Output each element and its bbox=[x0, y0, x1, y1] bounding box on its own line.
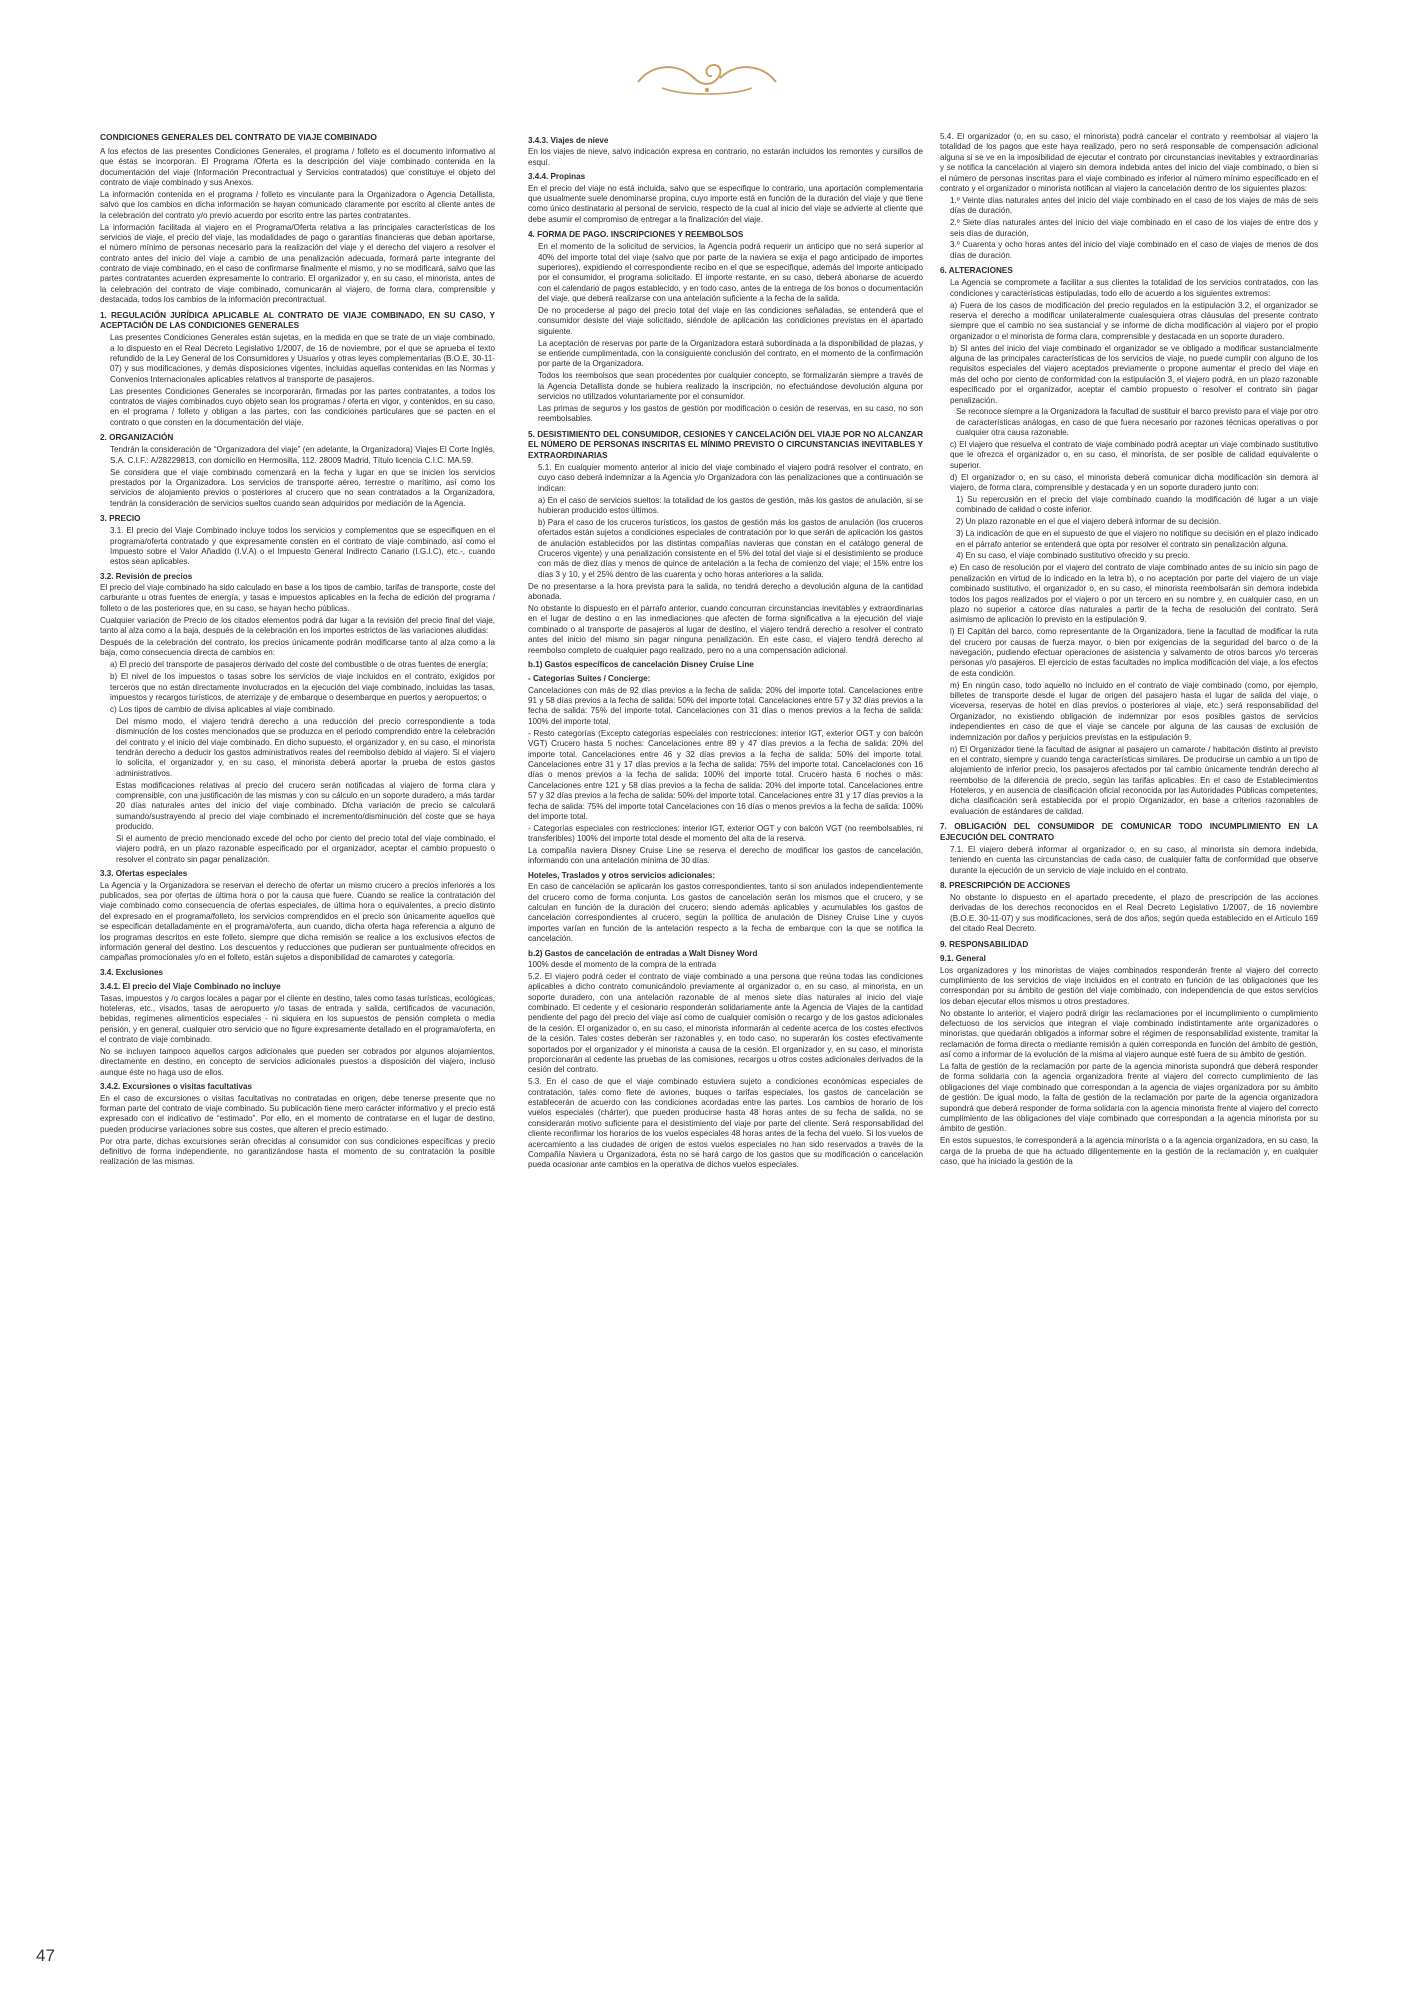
paragraph: No obstante lo anterior, el viajero podrá dirigir las reclamaciones por el incumplimiento o cumplimiento defectuoso de los servicios que integran el viaje combinado indistintamente ante organizadores o minoristas, que quedarán obligados a informar sobre el régimen de responsabilidad existente, tramitar la reclamación de forma directa o mediante remisión a quien corresponda en función del ámbito de gestión, así como a informar de la evolución de la misma al viajero aunque esté fuera de su ámbito de gestión. bbox=[940, 1008, 1318, 1060]
paragraph: 5.2. El viajero podrá ceder el contrato de viaje combinado a una persona que reúna todas las condiciones aplicables a dicho contrato comunicándolo previamente al organizador o, en su caso, al minorista, en un soporte duradero, con una antelación razonable de al menos siete días naturales al inicio del viaje combinado. El cedente y el cesionario responderán solidariamente ante la Agencia de Viajes de la cantidad pendiente del pago del precio del viaje así como de cualquier comisión o recargo y de los gastos adicionales de la cesión. El organizador o, en su caso, el minorista informarán al cedente acerca de los costes efectivos de la cesión. Tales costes deberán ser razonables y, en todo caso, no superarán los costes efectivamente soportados por el organizador y el minorista a causa de la cesión. El organizador y, en su caso, el minorista proporcionarán al cedente las pruebas de las comisiones, recargos u otros costes adicionales derivados de la cesión del contrato. bbox=[528, 971, 923, 1075]
paragraph: - Resto categorías (Excepto categorías especiales con restricciones: interior IGT, exterior OGT y con balcón VGT) Crucero hasta 5 noches: Cancelaciones entre 89 y 47 días previos a la fecha de salida: 20% del importe total. Cancelaciones entre 46 y 32 días previos a la fecha de salida: 50% del importe total. Cancelaciones entre 31 y 17 días previos a la fecha de salida: 75% del importe total. Cancelaciones con 16 días o menos previos a la fecha de salida: 100% del importe total. Crucero hasta 6 noches o más: Cancelaciones entre 121 y 58 días previos a la fecha de salida: 20% del importe total. Cancelaciones entre 57 y 32 días previos a la fecha de salida: 50% del importe total. Cancelaciones entre 31 y 17 días previos a la fecha de salida: 75% del importe total Cancelaciones con 16 días o menos previos a la fecha de salida: 100% del importe total. bbox=[528, 728, 923, 821]
paragraph: d) El organizador o, en su caso, el minorista deberá comunicar dicha modificación sin demora al viajero, de forma clara, comprensible y destacada y en un soporte duradero junto con: bbox=[950, 472, 1318, 493]
paragraph: 4) En su caso, el viaje combinado sustitutivo ofrecido y su precio. bbox=[956, 551, 1190, 561]
text-column-left bbox=[100, 132, 495, 1922]
subsection-heading: - Categorías Suites / Concierge: bbox=[528, 674, 651, 684]
paragraph: a) En el caso de servicios sueltos: la totalidad de los gastos de gestión, más los gastos de anulación, si se hubieran producido estos últimos. bbox=[538, 495, 923, 515]
paragraph: l) El Capitán del barco, como representante de la Organizadora, tiene la facultad de modificar la ruta del crucero por causas de fuerza mayor, o bien por exigencias de la seguridad del barco o de la navegación, pudiendo efectuar operaciones de asistencia y salvamento de otros barcos y/o terceras personas y/o pasajeros. El ejercicio de estas facultades no implica modificación del viaje, a los efectos de esta condición. bbox=[950, 627, 1318, 678]
paragraph: A los efectos de las presentes Condiciones Generales, el programa / folleto es el documento informativo al que éstas se incorporan. El Programa /Oferta es la descripción del viaje combinado contenida en la documentación del viaje (Información Precontractual y Servicios contratados) que constituye el objeto del contrato de viaje combinado y sus Anexos. bbox=[100, 146, 495, 187]
paragraph: La falta de gestión de la reclamación por parte de la agencia minorista supondrá que deberá responder de forma solidaria con la agencia organizadora frente al viajero del correcto cumplimiento de las obligaciones del viaje combinado que correspondan a la agencia de viajes organizadora por su ámbito de gestión. De igual modo, la falta de gestión de la reclamación por parte de la agencia organizadora supondrá que deberá responder de forma solidaria con la agencia minorista frente al viajero del correcto cumplimiento de las obligaciones del viaje combinado que correspondan a la agencia minorista por su ámbito de gestión. bbox=[940, 1062, 1318, 1134]
paragraph: Cualquier variación de Precio de los citados elementos podrá dar lugar a la revisión del precio final del viaje, tanto al alza como a la baja, después de la celebración en los importes estrictos de las variaciones aludidas: bbox=[100, 615, 495, 636]
paragraph: En el caso de excursiones o visitas facultativas no contratadas en origen, debe tenerse presente que no forman parte del contrato de viaje combinado. Su publicación tiene mero carácter informativo y el precio está expresado con el indicativo de “estimado”. Por ello, en el momento de contratarse en el lugar de destino, pueden producirse variaciones sobre sus costes, que alteren el precio estimado. bbox=[100, 1093, 495, 1134]
paragraph: Todos los reembolsos que sean procedentes por cualquier concepto, se formalizarán siempre a través de la Agencia Detallista donde se hubiera realizado la inscripción, no efectuándose devolución alguna por servicios no utilizados voluntariamente por el consumidor. bbox=[538, 371, 923, 402]
subsection-heading: 3.4. Exclusiones bbox=[100, 967, 163, 977]
section-heading: 9. RESPONSABILIDAD bbox=[940, 939, 1029, 949]
subsection-heading: 3.3. Ofertas especiales bbox=[100, 869, 188, 879]
paragraph: Por otra parte, dichas excursiones serán ofrecidas al consumidor con sus condiciones específicas y precio definitivo de forma independiente, no garantizándose hasta el momento de su contratación la posible realización de las mismas. bbox=[100, 1136, 495, 1167]
paragraph: La información facilitada al viajero en el Programa/Oferta relativa a las principales características de los servicios de viaje, el precio del viaje, las modalidades de pago o garantías financieras que deban aportarse, el número mínimo de personas necesario para la realización del viaje y el derecho del viajero a resolver el contrato antes del inicio del viaje a cambio de una penalización adecuada, formará parte integrante del contrato de viaje combinado, en el caso de confirmarse finalmente el mismo, y no se modificará, salvo que las partes contratantes acuerden expresamente lo contrario. El organizador y, en su caso, el minorista, antes de la celebración del contrato de viaje combinado, comunicarán al viajero, de forma clara, comprensible y destacada, todos los cambios de la información precontractual. bbox=[100, 222, 495, 305]
section-heading: 2. ORGANIZACIÓN bbox=[100, 433, 174, 443]
paragraph: En el momento de la solicitud de servicios, la Agencia podrá requerir un anticipo que no será superior al 40% del importe total del viaje (salvo que por parte de la naviera se exija el pago anticipado de importes superiores), expidiendo el correspondiente recibo en el que se especifique, además del importe anticipado por el consumidor, el programa solicitado. El importe restante, en su caso, deberá abonarse de acuerdo con el calendario de pagos establecido, y en todo caso, antes de la entrega de los bonos o documentación del viaje, que deberá realizarse con una antelación suficiente a la fecha de la salida. bbox=[538, 242, 923, 304]
paragraph: 3.1. El precio del Viaje Combinado incluye todos los servicios y complementos que se especifiquen en el programa/oferta contratado y que expresamente consten en el contrato de viaje combinado, así como el Impuesto sobre el Valor Añadido (I.V.A) o el Impuesto General Indirecto Canario (I.G.I.C), etc.-, cuando estos sean aplicables. bbox=[110, 526, 495, 567]
paragraph: e) En caso de resolución por el viajero del contrato de viaje combinado antes de su inicio sin pago de penalización en virtud de lo indicado en la letra b), o no aceptación por parte del viajero de un viaje combinado sustitutivo, el organizador o, en su caso, el minorista reembolsarán sin demora indebida todos los pagos realizados por el viajero o por un tercero en su nombre y, en cualquier caso, en un plazo no superior a catorce días naturales a partir de la fecha de resolución del contrato. Será asimismo de aplicación lo previsto en la estipulación 9. bbox=[950, 563, 1318, 625]
subsection-heading: b.2) Gastos de cancelación de entradas a Walt Disney Word bbox=[528, 948, 758, 958]
subsection-heading: 3.2. Revisión de precios bbox=[100, 571, 193, 581]
paragraph: a) El precio del transporte de pasajeros derivado del coste del combustible o de otras fuentes de energía; bbox=[110, 660, 488, 670]
paragraph: Las presentes Condiciones Generales están sujetas, en la medida en que se trate de un viaje combinado, a lo dispuesto en el Real Decreto Legislativo 1/2007, de 16 de noviembre, por el que se aprueba el texto refundido de la Ley General de los Consumidores y Usuarios y otras leyes complementarias (B.O.E. 30-11-07) y sus modificaciones, y demás disposiciones vigentes, incluidas aquellas contenidas en las Normas y Convenios Internacionales aplicables relativos al transporte de pasajeros. bbox=[110, 333, 495, 384]
section-heading: 1. REGULACIÓN JURÍDICA APLICABLE AL CONTRATO DE VIAJE COMBINADO, EN SU CASO, Y ACEPTACIÓN DE LAS CONDICIONES GENERALES bbox=[100, 310, 495, 331]
subsection-heading: 3.4.4. Propinas bbox=[528, 172, 586, 182]
paragraph: No obstante lo dispuesto en el párrafo anterior, cuando concurran circunstancias inevitables y extraordinarias en el lugar de destino o en las inmediaciones que afecten de forma significativa a la ejecución del viaje combinado o al transporte de pasajeros al lugar de destino, el viajero tendrá derecho a resolver el contrato antes del inicio del mismo sin pagar ninguna penalización. En este caso, el viajero tendrá derecho al reembolso completo de cualquier pago realizado, pero no a una compensación adicional. bbox=[528, 603, 923, 655]
paragraph: Si el aumento de precio mencionado excede del ocho por ciento del precio total del viaje combinado, el viajero podrá, en un plazo razonable especificado por el organizador, aceptar el cambio propuesto o resolver el contrato sin pagar penalización. bbox=[116, 834, 495, 864]
paragraph: 7.1. El viajero deberá informar al organizador o, en su caso, al minorista sin demora indebida, teniendo en cuenta las circunstancias de cada caso, de cualquier falta de conformidad que observe durante la ejecución de un servicio de viaje incluido en el contrato. bbox=[950, 844, 1318, 875]
section-heading: 5. DESISTIMIENTO DEL CONSUMIDOR, CESIONES Y CANCELACIÓN DEL VIAJE POR NO ALCANZAR EL NÚMERO DE PERSONAS INSCRITAS EL MÍNIMO PREVISTO O CIRCUNSTANCIAS INEVITABLES Y EXTRAORDINARIAS bbox=[528, 429, 923, 460]
paragraph: 2) Un plazo razonable en el que el viajero deberá informar de su decisión. bbox=[956, 517, 1222, 527]
paragraph: El precio del viaje combinado ha sido calculado en base a los tipos de cambio, tarifas de transporte, coste del carburante u otras fuentes de energía, y tasas e impuestos aplicables en la fecha de edición del programa / folleto o de las posteriores que, en su caso, se hayan hecho públicas. bbox=[100, 583, 495, 613]
subsection-heading: 3.4.3. Viajes de nieve bbox=[528, 136, 609, 145]
section-heading: 3. PRECIO bbox=[100, 514, 141, 524]
paragraph: Se considera que el viaje combinado comenzará en la fecha y lugar en que se inicien los servicios prestados por la Organizadora. Los servicios de transporte aéreo, terrestre o marítimo, así como los servicios de alojamiento previos o posteriores al crucero que no sean contratados a la Organizadora, tendrán la consideración de servicios sueltos cuando sean adquiridos por mediación de la Agencia. bbox=[110, 467, 495, 508]
paragraph: La Agencia y la Organizadora se reservan el derecho de ofertar un mismo crucero a precios inferiores a los publicados, sea por ofertas de última hora o por la causa que fuere. Cuando se realice la contratación del viaje combinado como consecuencia de ofertas especiales, de última hora o equivalentes, a precio distinto del expresado en el programa/folleto, los servicios comprendidos en el precio son únicamente aquellos que se especifican detalladamente en el programa/oferta, aun cuando, dicha oferta haga referencia a alguno de los programas descritos en este folleto, siempre que dicha remisión se realice a los exclusivos efectos de información general del destino. Los descuentos y reducciones que pudieran ser puntualmente ofrecidos en campañas promocionales y/o en el folleto, están sujetos a disponibilidad de camarotes y categoría. bbox=[100, 880, 495, 963]
paragraph: Las primas de seguros y los gastos de gestión por modificación o cesión de reservas, en su caso, no son reembolsables. bbox=[538, 404, 923, 424]
paragraph: De no procederse al pago del precio total del viaje en las condiciones señaladas, se entenderá que el consumidor desiste del viaje solicitado, siéndole de aplicación las condiciones previstas en el apartado siguiente. bbox=[538, 306, 923, 336]
paragraph: 3) La indicación de que en el supuesto de que el viajero no notifique su decisión en el plazo indicado en el párrafo anterior se entenderá que opta por resolver el contrato sin penalización alguna. bbox=[956, 529, 1318, 549]
paragraph: 3.º Cuarenta y ocho horas antes del inicio del viaje combinado en el caso de viajes de menos de dos días de duración. bbox=[950, 240, 1318, 260]
paragraph: n) El Organizador tiene la facultad de asignar al pasajero un camarote / habitación distinto al previsto en el contrato, siempre y cuando tenga características similares. De producirse un cambio a un tipo de alojamiento de inferior precio, los pasajeros afectados por tal cambio únicamente tendrán derecho al reembolso de la diferencia de precio, según las tarifas aplicables. En el caso de Establecimientos Hoteleros, y en ausencia de clasificación oficial reconocida por las Autoridades Públicas competentes, dicha clasificación será establecida por el propio Organizador, en base a criterios razonables de evaluación de estándares de calidad. bbox=[950, 744, 1318, 816]
section-heading: 6. ALTERACIONES bbox=[940, 266, 1013, 276]
subsection-heading: b.1) Gastos específicos de cancelación Disney Cruise Line bbox=[528, 659, 754, 669]
paragraph: - Categorías especiales con restricciones: interior IGT, exterior OGT y con balcón VGT (no reembolsables, ni transferibles) 100% del importe total desde el momento del alta de la reserva. bbox=[528, 823, 923, 844]
paragraph: 5.1. En cualquier momento anterior al inicio del viaje combinado el viajero podrá resolver el contrato, en cuyo caso deberá indemnizar a la Agencia y/o Organizadora con las penalizaciones que a continuación se indican: bbox=[538, 462, 923, 493]
text-column-middle bbox=[528, 132, 923, 1922]
paragraph: 1.º Veinte días naturales antes del inicio del viaje combinado en el caso de los viajes de más de seis días de duración, bbox=[950, 195, 1318, 216]
paragraph: Tendrán la consideración de “Organizadora del viaje” (en adelante, la Organizadora) Viajes El Corte Inglés, S.A. C.I.F.: A/28229813, con domicilio en Hermosilla, 112. 28009 Madrid, Título licencia C.I.C. MA.59. bbox=[110, 445, 495, 465]
paragraph: Estas modificaciones relativas al precio del crucero serán notificadas al viajero de forma clara y comprensible, con una justificación de las mismas y con su cálculo en un soporte duradero, a más tardar 20 días naturales antes del inicio del viaje combinado. Dicha variación de precio se calculará sumando/sustrayendo al precio del viaje combinado el incremento/disminución del coste que se haya producido. bbox=[116, 780, 495, 832]
subsection-heading: Hoteles, Traslados y otros servicios adicionales: bbox=[528, 870, 716, 880]
paragraph: m) En ningún caso, todo aquello no incluido en el contrato de viaje combinado (como, por ejemplo, billetes de transporte desde el lugar de origen del pasajero hasta el lugar de salida del viaje, o viceversa, reservas de hotel en días previos o posteriores al viaje, etc.) será responsabilidad del Organizador, no existiendo obligación de indemnizar por esos posibles gastos de servicios independientes en caso de que el viaje se cancele por alguna de las causas de exclusión de indemnización por daños y perjuicios previstas en la estipulación 9. bbox=[950, 680, 1318, 742]
paragraph: Del mismo modo, el viajero tendrá derecho a una reducción del precio correspondiente a toda disminución de los costes mencionados que se produzca en el periodo comprendido entre la celebración del contrato y el inicio del viaje combinado. En dicho supuesto, el organizador y, en su caso, el minorista tendrán derecho a deducir los gastos administrativos reales del reembolso debido al viajero. Si el viajero lo solicita, el organizador y, en su caso, el minorista deberá aportar la prueba de estos gastos administrativos. bbox=[116, 716, 495, 778]
paragraph: De no presentarse a la hora prevista para la salida, no tendrá derecho a devolución alguna de la cantidad abonada. bbox=[528, 581, 923, 602]
paragraph: En los viajes de nieve, salvo indicación expresa en contrario, no estarán incluidos los remontes y cursillos de esquí. bbox=[528, 147, 923, 167]
paragraph: En caso de cancelación se aplicarán los gastos correspondientes, tanto si son anulados independientemente del crucero como de forma conjunta. Los gastos de cancelación serán los mismos que el crucero, y se calculan en función de la duración del crucero; siendo además aplicables y acumulables los gastos de cancelación correspondientes al crucero, según la política de anulación de Disney Cruise Line y cuyos importes varían en función de la antelación respecto a la fecha de embarque con la que se notifica la cancelación. bbox=[528, 882, 923, 944]
paragraph: Tasas, impuestos y /o cargos locales a pagar por el cliente en destino, tales como tasas turísticas, ecológicas, hoteleras, etc., visados, tasas de aeropuerto y/o tasas de entrada y salida, certificados de vacunación, bebidas, regímenes alimenticios especiales - ni siquiera en los supuestos de pensión completa o media pensión, y en general, cualquier otro servicio que no figure expresamente detallado en el programa/oferta, en el contrato de viaje combinado. bbox=[100, 993, 495, 1045]
section-heading: 7. OBLIGACIÓN DEL CONSUMIDOR DE COMUNICAR TODO INCUMPLIMIENTO EN LA EJECUCIÓN DEL CONTRATO bbox=[940, 822, 1318, 842]
paragraph: b) Para el caso de los cruceros turísticos, los gastos de gestión más los gastos de anulación (los cruceros ofertados están sujetos a condiciones especiales de contratación por lo que serán de aplicación los gastos de anulación establecidos por las distintas compañías navieras que constan en el catálogo general de Cruceros vigente) y una penalización consistente en el 5% del total del viaje si el desistimiento se produce con más de diez días y menos de quince de antelación a la fecha de comienzo del viaje; el 15% entre los días 3 y 10, y el 25% dentro de las cuarenta y ocho horas anteriores a la salida. bbox=[538, 517, 923, 579]
paragraph: 1) Su repercusión en el precio del viaje combinado cuando la modificación dé lugar a un viaje combinado de calidad o coste inferior. bbox=[956, 495, 1318, 515]
paragraph: 5.4. El organizador (o, en su caso, el minorista) podrá cancelar el contrato y reembolsar al viajero la totalidad de los pagos que este haya realizado, pero no será responsable de compensación adicional alguna si se ve en la imposibilidad de ejecutar el contrato por circunstancias inevitables y extraordinarias y se notifica la cancelación al viajero sin demora indebida antes del inicio del viaje combinado, o bien si el número de personas inscritas para el viaje combinado es inferior al número mínimo especificado en el contrato y el organizador o minorista notifican al viajero la cancelación dentro de los siguientes plazos: bbox=[940, 132, 1318, 193]
paragraph: 5.3. En el caso de que el viaje combinado estuviera sujeto a condiciones económicas especiales de contratación, tales como flete de aviones, buques o tarifas especiales, los gastos de cancelación se establecerán de acuerdo con las condiciones acordadas entre las partes. Los cambios de horario de los vuelos especiales (chárter), que pueden producirse hasta 48 horas antes de su fecha de salida, no se considerarán motivo suficiente para el desistimiento del viaje por parte del cliente. Será responsabilidad del cliente reconfirmar los horarios de los vuelos especiales 48 horas antes de la fecha del vuelo. Si los vuelos de acercamiento a las ciudades de origen de estos vuelos especiales no han sido reservados a través de la Compañía Naviera u Organizadora, ésta no se hará cargo de los gastos que su modificación o cancelación pueda ocasionar ante cambios en la operativa de dichos vuelos especiales. bbox=[528, 1077, 923, 1170]
text-column-right bbox=[940, 132, 1318, 1922]
paragraph: La aceptación de reservas por parte de la Organizadora estará subordinada a la disponibilidad de plazas, y se entiende cumplimentada, con la consiguiente conclusión del contrato, en el momento de la confirmación por parte de la Organizadora. bbox=[538, 338, 923, 369]
document-title: CONDICIONES GENERALES DEL CONTRATO DE VIAJE COMBINADO bbox=[100, 132, 377, 142]
paragraph: 2.º Siete días naturales antes del inicio del viaje combinado en el caso de los viajes de entre dos y seis días de duración, bbox=[950, 218, 1318, 238]
paragraph: Las presentes Condiciones Generales se incorporarán, firmadas por las partes contratantes, a todos los contratos de viajes combinados cuyo objeto sean los programas / oferta en vigor, y contenidos, en su caso, en el programa / folleto y obligan a las partes, con las condiciones particulares que se pacten en el contrato o que consten en la documentación del viaje. bbox=[110, 386, 495, 427]
section-heading: 8. PRESCRIPCIÓN DE ACCIONES bbox=[940, 880, 1071, 890]
decorative-swirl-ornament bbox=[632, 52, 782, 98]
paragraph: Cancelaciones con más de 92 días previos a la fecha de salida: 20% del importe total. Cancelaciones entre 91 y 58 días previos a la fecha de salida: 50% del importe total. Cancelaciones entre 57 y 32 días previos a la fecha de salida: 75% del importe total. Cancelaciones con 31 días o menos previos a la fecha de salida: 100% del importe total. bbox=[528, 685, 923, 726]
paragraph: La información contenida en el programa / folleto es vinculante para la Organizadora o Agencia Detallista, salvo que los cambios en dicha información se hayan comunicado claramente por escrito al cliente antes de la celebración del contrato y/o previo acuerdo por escrito entre las partes contratantes. bbox=[100, 189, 495, 220]
paragraph: c) Los tipos de cambio de divisa aplicables al viaje combinado. bbox=[110, 704, 335, 714]
paragraph: Se reconoce siempre a la Organizadora la facultad de sustituir el barco previsto para el viaje por otro de características análogas, en caso de que fuera necesario por razones técnicas operativas o por cualquier otra causa razonable. bbox=[956, 407, 1318, 438]
paragraph: 100% desde el momento de la compra de la entrada bbox=[528, 959, 717, 969]
paragraph: b) El nivel de los impuestos o tasas sobre los servicios de viaje incluidos en el contrato, exigidos por terceros que no están directamente involucrados en la ejecución del viaje combinado, incluidas las tasas, impuestos y recargos turísticos, de aterrizaje y de embarque o desembarque en puertos y aeropuertos; o bbox=[110, 672, 495, 702]
subsection-heading: 3.4.1. El precio del Viaje Combinado no incluye bbox=[100, 982, 281, 992]
section-heading: 4. FORMA DE PAGO. INSCRIPCIONES Y REEMBOLSOS bbox=[528, 230, 744, 240]
paragraph: En estos supuestos, le corresponderá a la agencia minorista o a la agencia organizadora, en su caso, la carga de la prueba de que ha actuado diligentemente en la gestión de la reclamación y, en cualquier caso, que ha iniciado la gestión de la bbox=[940, 1136, 1318, 1167]
paragraph: La Agencia se compromete a facilitar a sus clientes la totalidad de los servicios contratados, con las condiciones y características estipuladas, todo ello de acuerdo a los siguientes extremos: bbox=[950, 278, 1318, 298]
paragraph: c) El viajero que resuelva el contrato de viaje combinado podrá aceptar un viaje combinado sustitutivo que le ofrezca el organizador o, en su caso, el minorista, de ser posible de calidad equivalente o superior. bbox=[950, 440, 1318, 470]
paragraph: Los organizadores y los minoristas de viajes combinados responderán frente al viajero del correcto cumplimiento de los servicios de viaje incluidos en el contrato en función de las obligaciones que les correspondan por su ámbito de gestión del viaje combinado, con independencia de que estos servicios los deban ejecutar ellos mismos u otros prestadores. bbox=[940, 965, 1318, 1006]
subsection-heading: 3.4.2. Excursiones o visitas facultativas bbox=[100, 1082, 253, 1092]
paragraph: No se incluyen tampoco aquellos cargos adicionales que pueden ser cobrados por algunos alojamientos, directamente en destino, en concepto de servicios adicionales puestos a disposición del viajero, incluso aunque éste no haga uso de ellos. bbox=[100, 1047, 495, 1077]
paragraph: En el precio del viaje no está incluida, salvo que se especifique lo contrario, una aportación complementaria que usualmente suele denominarse propina, cuyo importe está en función de la duración del viaje y que tiene como único destinatario al personal de servicio, respecto de la cual al inicio del viaje se advierte al cliente que debe asumir el compromiso de entregar a la finalización del viaje. bbox=[528, 183, 923, 224]
page-number: 47 bbox=[36, 1946, 55, 1965]
subsection-heading: 9.1. General bbox=[940, 954, 986, 964]
paragraph: b) Si antes del inicio del viaje combinado el organizador se ve obligado a modificar sustancialmente alguna de las principales características de los servicios de viaje, no puede cumplir con alguno de los requisitos especiales del viajero aceptados previamente o propone aumentar el precio del viaje en más del ocho por ciento de conformidad con la estipulación 3, el viajero podrá, en un plazo razonable especificado por el organizador, aceptar el cambio propuesto o resolver el contrato sin pagar penalización. bbox=[950, 343, 1318, 405]
paragraph: No obstante lo dispuesto en el apartado precedente, el plazo de prescripción de las acciones derivadas de los derechos reconocidos en el Real Decreto Legislativo 1/2007, de 16 noviembre (B.O.E. 30-11-07) y sus modificaciones, será de dos años, según queda establecido en el Artículo 169 del citado Real Decreto. bbox=[950, 893, 1318, 934]
paragraph: La compañía naviera Disney Cruise Line se reserva el derecho de modificar los gastos de cancelación, informando con una antelación mínima de 30 días. bbox=[528, 846, 923, 866]
paragraph: a) Fuera de los casos de modificación del precio regulados en la estipulación 3.2, el organizador se reserva el derecho a modificar unilateralmente cualesquiera otras cláusulas del presente contrato siempre que el cambio no sea sustancial y se informe de dicha modificación al viajero por el propio organizador o el minorista de forma clara, comprensible y destacada en un soporte duradero. bbox=[950, 300, 1318, 341]
paragraph: Después de la celebración del contrato, los precios únicamente podrán modificarse tanto al alza como a la baja, como consecuencia directa de cambios en: bbox=[100, 638, 495, 658]
